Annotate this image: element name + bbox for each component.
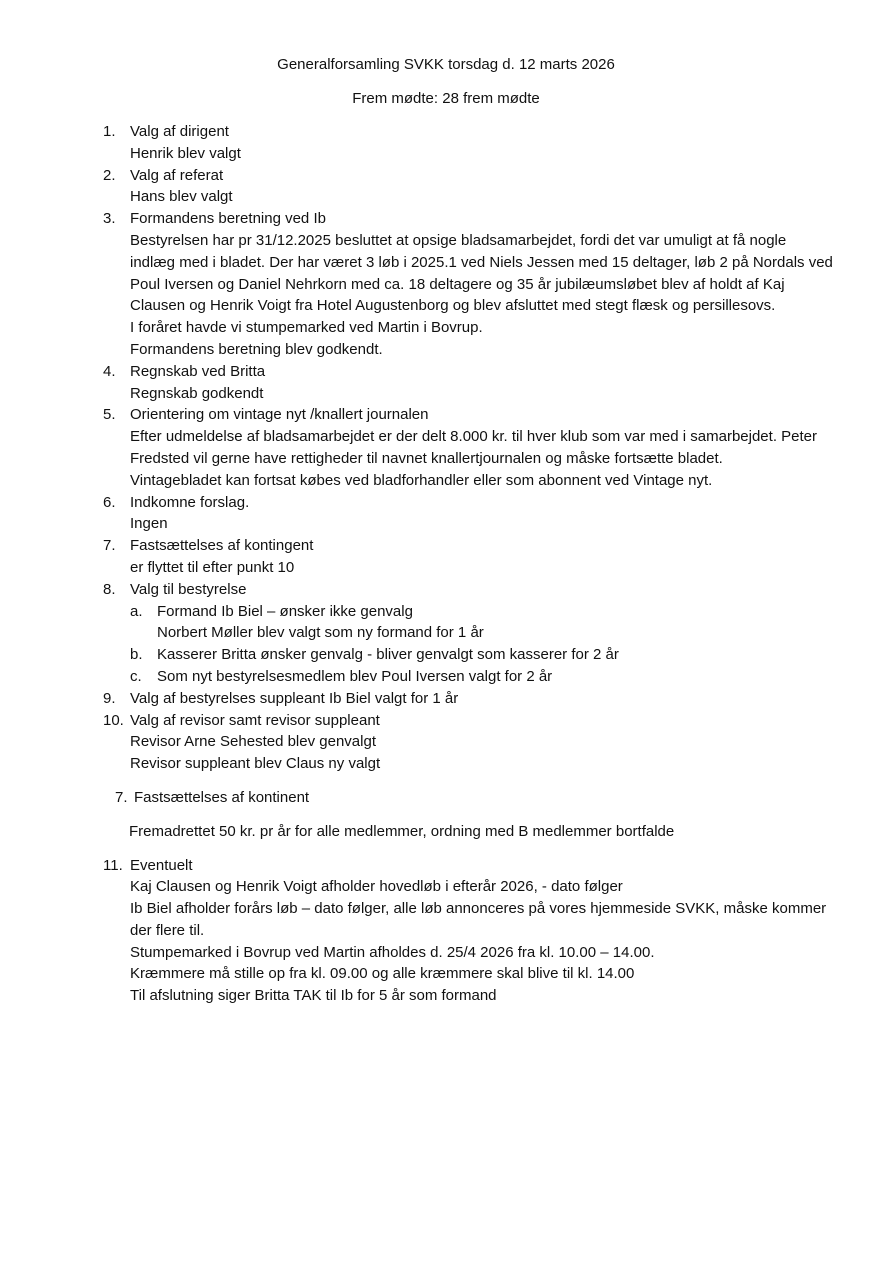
- item-number: 2.: [103, 166, 116, 184]
- item-heading: Valg af revisor samt revisor suppleant: [130, 711, 380, 729]
- sub-item: c. Som nyt bestyrelsesmedlem blev Poul Iversen valgt for 2 år: [0, 666, 892, 688]
- item-line: Clausen og Henrik Voigt fra Hotel Augustenborg og blev afsluttet med stegt flæsk og persillesovs.: [130, 297, 776, 315]
- sub-item-letter: c.: [130, 667, 142, 685]
- item-number: 11.: [103, 856, 123, 874]
- item-number: 5.: [103, 406, 116, 424]
- extra-item: [0, 787, 892, 809]
- agenda-item: [0, 404, 892, 426]
- agenda-item: [0, 208, 892, 230]
- item-heading: Regnskab ved Britta: [130, 362, 266, 380]
- item-line: der flere til.: [130, 921, 205, 939]
- item-line: I foråret havde vi stumpemarked ved Martin i Bovrup.: [130, 319, 483, 337]
- item-number: 4.: [103, 362, 116, 380]
- attendance-line: Frem mødte: 28 frem mødte: [352, 90, 540, 107]
- item-line: Revisor Arne Sehested blev genvalgt: [130, 733, 376, 751]
- agenda-item: [0, 710, 892, 732]
- agenda-item: [0, 579, 892, 601]
- item-heading: Indkomne forslag.: [130, 493, 250, 511]
- agenda-list: [0, 121, 892, 1007]
- item-line: indlæg med i bladet. Der har været 3 løb i 2025.1 ved Niels Jessen med 15 deltager, løb 2 på Nordals ved: [130, 253, 833, 271]
- item-line: Formandens beretning blev godkendt.: [130, 340, 383, 358]
- agenda-item: [0, 121, 892, 143]
- item-heading: Formandens beretning ved Ib: [130, 210, 326, 228]
- item-line: Ingen: [130, 515, 168, 533]
- agenda-item: [0, 855, 892, 877]
- item-heading: Valg af referat: [130, 166, 224, 184]
- item-heading: Fastsættelses af kontinent: [134, 788, 310, 806]
- agenda-item: [0, 361, 892, 383]
- item-number: 9.: [103, 689, 116, 707]
- item-line: Bestyrelsen har pr 31/12.2025 besluttet at opsige bladsamarbejdet, fordi det var umuligt at få nogle: [130, 231, 787, 249]
- item-line: Til afslutning siger Britta TAK til Ib for 5 år som formand: [130, 987, 497, 1005]
- item-line: Efter udmeldelse af bladsamarbejdet er der delt 8.000 kr. til hver klub som var med i samarbejdet. Peter: [130, 428, 818, 446]
- item-line: Henrik blev valgt: [130, 144, 241, 162]
- agenda-item: [0, 165, 892, 187]
- item-line: Revisor suppleant blev Claus ny valgt: [130, 755, 381, 773]
- item-number: 8.: [103, 580, 116, 598]
- item-number: 1.: [103, 123, 116, 140]
- item-line: Kræmmere må stille op fra kl. 09.00 og alle kræmmere skal blive til kl. 14.00: [130, 965, 635, 983]
- item-number: 10.: [103, 711, 124, 729]
- agenda-item: [0, 535, 892, 557]
- document-title: Generalforsamling SVKK torsdag d. 12 marts 2026: [277, 56, 615, 73]
- item-number: 3.: [103, 210, 116, 228]
- item-heading: Valg af dirigent: [130, 123, 229, 140]
- item-number: 7.: [103, 537, 116, 555]
- item-line: Regnskab godkendt: [130, 384, 264, 402]
- item-line: er flyttet til efter punkt 10: [130, 558, 295, 576]
- item-heading: Valg til bestyrelse: [130, 580, 247, 598]
- item-number: 6.: [103, 493, 116, 511]
- sub-item-letter: a.: [130, 602, 143, 620]
- item-heading: Eventuelt: [130, 856, 193, 874]
- item-line: Kaj Clausen og Henrik Voigt afholder hovedløb i efterår 2026, - dato følger: [130, 878, 623, 896]
- agenda-item: [0, 688, 892, 710]
- item-heading: Orientering om vintage nyt /knallert journalen: [130, 406, 429, 424]
- sub-item: a. Formand Ib Biel – ønsker ikke genvalg: [0, 601, 892, 623]
- agenda-item: [0, 492, 892, 514]
- item-heading: Fastsættelses af kontingent: [130, 537, 314, 555]
- item-heading: Valg af bestyrelses suppleant Ib Biel valgt for 1 år: [130, 689, 459, 707]
- extra-item-text: Fremadrettet 50 kr. pr år for alle medlemmer, ordning med B medlemmer bortfalde: [129, 822, 675, 840]
- item-line: Fredsted vil gerne have rettigheder til navnet knallertjournalen og måske fortsætte bladet.: [130, 449, 723, 467]
- item-line: Hans blev valgt: [130, 188, 233, 206]
- sub-item-line: Norbert Møller blev valgt som ny formand for 1 år: [157, 624, 484, 642]
- item-line: Poul Iversen og Daniel Nehrkorn med ca. 18 deltagere og 35 år jubilæumsløbet blev af holdt af Kaj: [130, 275, 785, 293]
- item-line: Vintagebladet kan fortsat købes ved bladforhandler eller som abonnent ved Vintage nyt.: [130, 471, 713, 489]
- sub-item-letter: b.: [130, 646, 143, 664]
- item-line: Stumpemarked i Bovrup ved Martin afholdes d. 25/4 2026 fra kl. 10.00 – 14.00.: [130, 943, 655, 961]
- item-number: 7.: [115, 788, 128, 806]
- item-line: Ib Biel afholder forårs løb – dato følger, alle løb annonceres på vores hjemmeside SVKK, måske kommer: [130, 900, 827, 918]
- sub-item: b. Kasserer Britta ønsker genvalg - bliver genvalgt som kasserer for 2 år: [0, 644, 892, 666]
